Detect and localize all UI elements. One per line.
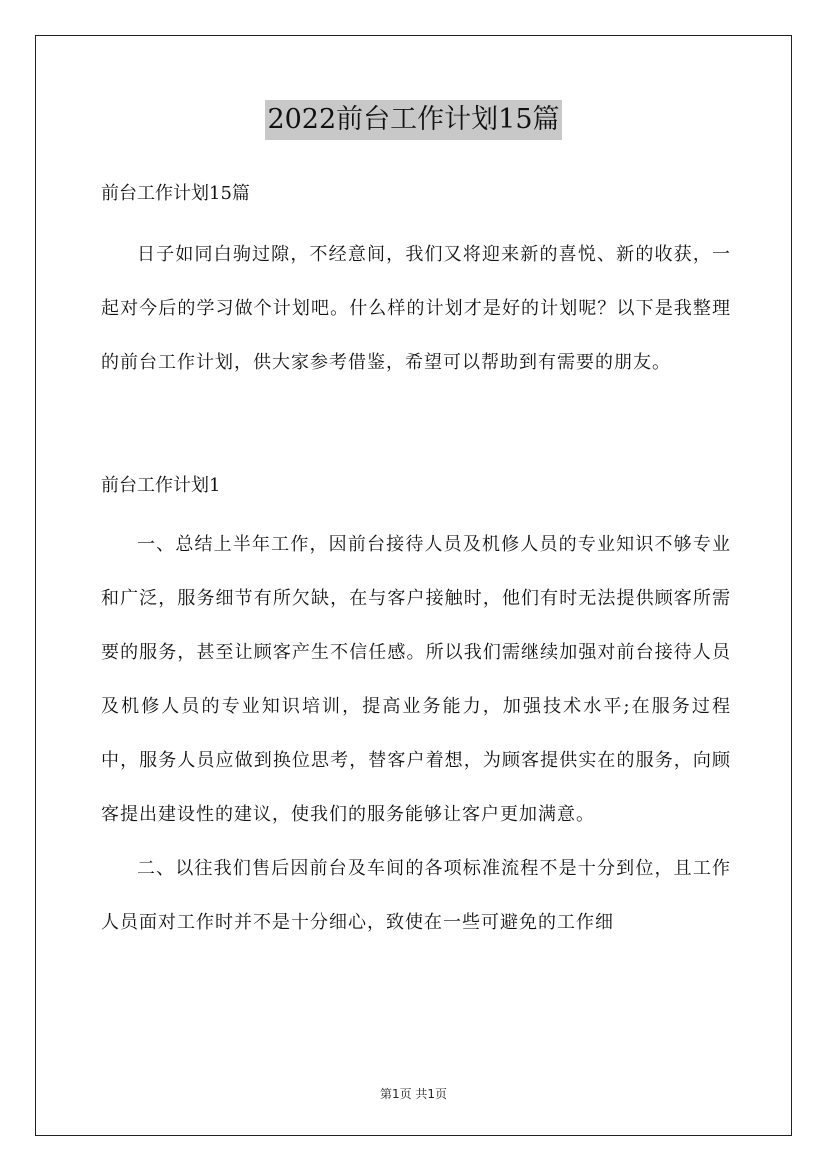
title-container bbox=[0, 100, 827, 140]
page-footer: 第1页 共1页 bbox=[379, 1087, 448, 1101]
document-body bbox=[101, 176, 731, 950]
section-paragraph-1: 一、总结上半年工作，因前台接待人员及机修人员的专业知识不够专业和广泛，服务细节有所欠缺，在与客户接触时，他们有时无法提供顾客所需要的服务，甚至让顾客产生不信任感。所以我们需继续加强对前台接待人员及机修人员的专业知识培训，提高业务能力，加强技术水平;在服务过程中，服务人员应做到换位思考，替客户着想，为顾客提供实在的服务，向顾客提出建设性的建议，使我们的服务能够让客户更加满意。 bbox=[101, 534, 731, 825]
document-title: 2022前台工作计划15篇 bbox=[265, 100, 561, 140]
document-subtitle: 前台工作计划15篇 bbox=[101, 183, 250, 204]
section-heading: 前台工作计划1 bbox=[101, 475, 221, 496]
intro-paragraph: 日子如同白驹过隙，不经意间，我们又将迎来新的喜悦、新的收获，一起对今后的学习做个计划吧。什么样的计划才是好的计划呢？以下是我整理的前台工作计划，供大家参考借鉴，希望可以帮助到有需要的朋友。 bbox=[101, 244, 731, 373]
section-paragraph-2: 二、以往我们售后因前台及车间的各项标准流程不是十分到位，且工作人员面对工作时并不是十分细心，致使在一些可避免的工作细 bbox=[101, 858, 731, 933]
